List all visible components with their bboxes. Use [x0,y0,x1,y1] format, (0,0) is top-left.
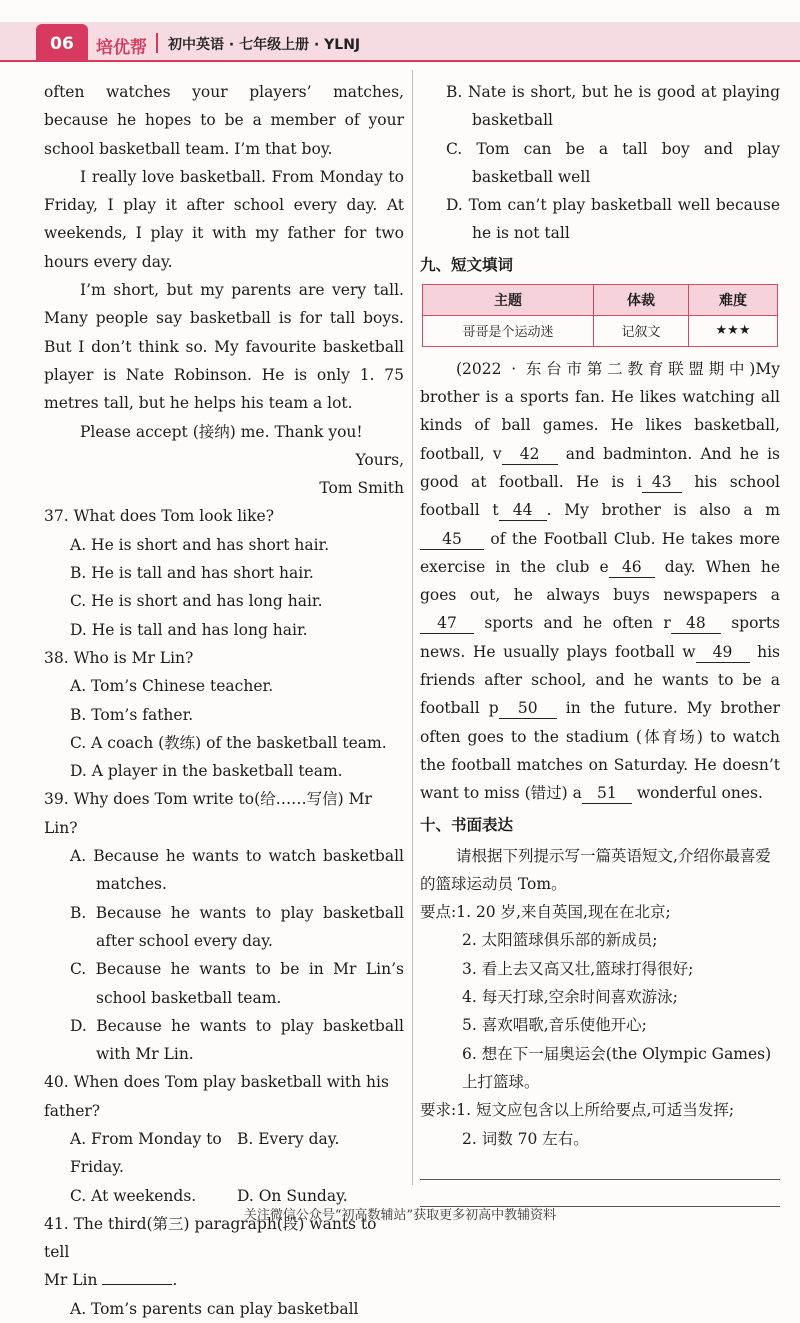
option-row [70,1125,404,1182]
writing-point: 2. 太阳篮球俱乐部的新成员; [462,931,658,950]
blank-44[interactable]: 44 [499,500,547,521]
question-option: D. Tom can’t play basketball well because he is not tall [446,196,780,243]
page-header [0,0,800,64]
book-title: 初中英语 · 七年级上册 · YLNJ [168,37,361,53]
question-option: D. Because he wants to play basketball with Mr Lin. [70,1016,404,1064]
passage-info-table [422,284,778,347]
question-stem: 38. Who is Mr Lin? [44,648,194,667]
writing-point: 5. 喜欢唱歌,音乐使他开心; [462,1016,647,1035]
table-header: 体裁 [594,284,689,315]
writing-requirement: 2. 词数 70 左右。 [462,1129,589,1148]
table-header: 主题 [423,284,594,315]
answer-line[interactable] [420,1180,780,1207]
question-stem: 39. Why does Tom write to(给……写信) Mr Lin? [44,790,372,837]
passage-paragraph: Please accept (接纳) me. Thank you! [80,422,363,441]
question-option: C. At weekends. [70,1186,197,1205]
writing-point: 3. 看上去又高又壮,篮球打得很好; [462,959,694,978]
question-option: A. Tom’s parents can play basketball [70,1299,359,1318]
table-cell: 记叙文 [594,315,689,346]
answer-blank[interactable] [102,1284,172,1285]
question-stem: 40. When does Tom play basketball with his father? [44,1073,389,1120]
writing-point: 6. 想在下一届奥运会(the Olympic Games)上打篮球。 [462,1044,772,1091]
blank-49[interactable]: 49 [696,642,750,663]
column-divider [412,70,413,1185]
question-option: A. Tom’s Chinese teacher. [70,677,274,696]
question-option: B. He is tall and has short hair. [70,564,314,583]
passage-paragraph: often watches your players’ matches, because he hopes to be a member of your school basketball team. I’m that boy. [44,83,404,158]
question-option: A. He is short and has short hair. [70,535,330,554]
letter-closing: Yours, [355,450,404,469]
writing-intro: 请根据下列提示写一篇英语短文,介绍你最喜爱的篮球运动员 Tom。 [420,846,771,893]
letter-signature: Tom Smith [319,479,404,498]
question-option: C. Because he wants to be in Mr Lin’s school basketball team. [70,960,404,1007]
question-option: B. Every day. [237,1129,340,1148]
blank-50[interactable]: 50 [499,698,557,719]
question-option: C. A coach (教练) of the basketball team. [70,733,387,752]
question-stem: 41. The third(第三) paragraph(段) wants to tell [44,1214,377,1262]
question-option: B. Nate is short, but he is good at playing basketball [446,83,780,130]
question-option: B. Because he wants to play basketball after school every day. [70,903,404,950]
right-column [420,78,780,1207]
question-stem: 37. What does Tom look like? [44,507,275,526]
question-option: D. A player in the basketball team. [70,762,343,781]
table-cell: 哥哥是个运动迷 [423,315,594,346]
brand-name: 培优帮 [96,38,147,58]
writing-point: 4. 每天打球,空余时间喜欢游泳; [462,988,678,1007]
header-rule [0,60,800,62]
passage-paragraph: I really love basketball. From Monday to Friday, I play it after school every day. At weekends, I play it with my father for two hours every day. [44,167,404,271]
writing-point: 要点:1. 20 岁,来自英国,现在在北京; [420,903,671,922]
question-option: D. He is tall and has long hair. [70,620,308,639]
blank-46[interactable]: 46 [609,557,655,578]
section-title: 十、书面表达 [420,815,514,834]
blank-45[interactable]: 45 [420,529,484,550]
question-option: C. He is short and has long hair. [70,592,323,611]
writing-requirement: 要求:1. 短文应包含以上所给要点,可适当发挥; [420,1101,735,1120]
question-stem-continued: Mr Lin . [44,1271,178,1290]
blank-47[interactable]: 47 [420,613,474,634]
question-option: D. On Sunday. [237,1186,348,1205]
cloze-passage: (2022 · 东台市第二教育联盟期中)My brother is a sports fan. He likes watching all kinds of ball games. He likes basketball, football, v 42 and badminton. And he is good at football. He is i 43 his school football t 44 . My brother is also a m45 of the Football Club. He takes more exercise in the club e 46 day. When he goes out, he always buys newspapers a47 sports and he often r 48 sports news. He usually plays football w 49 his friends after school, and he wants to be a football p 50 in the future. My brother often goes to the stadium (体育场) to watch the football matches on Saturday. He doesn’t want to miss (错过) a 51 wonderful ones. [420,359,781,803]
blank-42[interactable]: 42 [502,444,558,465]
blank-43[interactable]: 43 [642,472,682,493]
question-option: B. Tom’s father. [70,705,194,724]
question-option: A. Because he wants to watch basketball matches. [70,847,404,894]
question-option: C. Tom can be a tall boy and play basketball well [446,139,780,186]
header-separator [156,33,158,53]
blank-48[interactable]: 48 [671,613,721,634]
question-option: A. From Monday to Friday. [70,1129,222,1177]
passage-paragraph: I’m short, but my parents are very tall. Many people say basketball is for tall boys. But I don’t think so. My favourite basketball player is Nate Robinson. He is only 1. 75 metres tall, but he helps his team a lot. [44,281,404,413]
section-title: 九、短文填词 [420,255,514,274]
table-header: 难度 [689,284,778,315]
left-column [44,78,404,1323]
table-cell: ★★★ [689,315,778,346]
page-footer: 关注微信公众号“初高数辅站”获取更多初高中教辅资料 [243,1208,557,1223]
blank-51[interactable]: 51 [582,783,632,804]
page-number-badge: 06 [36,24,88,62]
answer-line[interactable] [420,1153,780,1180]
